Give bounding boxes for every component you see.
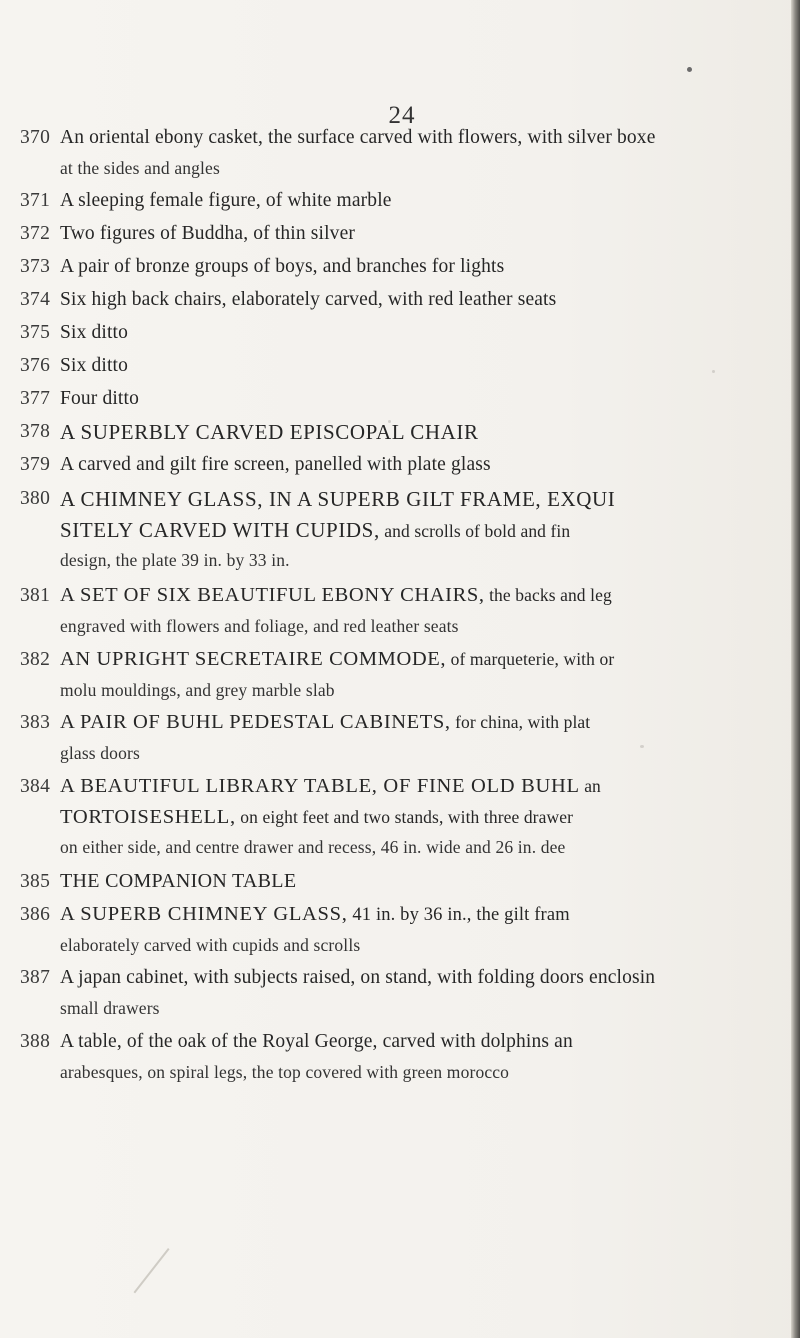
- entry-tail: the backs and leg: [484, 585, 612, 605]
- entry-caps: AN UPRIGHT SECRETAIRE COMMODE,: [60, 648, 447, 670]
- entry-line: elaborately carved with cupids and scrolls: [60, 935, 361, 955]
- entry-line: molu mouldings, and grey marble slab: [60, 680, 335, 700]
- entry-tail: an: [579, 776, 601, 796]
- entry-line: Six ditto: [60, 355, 128, 376]
- entry-line: THE COMPANION TABLE: [60, 870, 297, 892]
- entry-line: Two figures of Buddha, of thin silver: [60, 223, 356, 244]
- entry-line: A carved and gilt fire screen, panelled with plate glass: [60, 454, 491, 475]
- entry-line: [60, 775, 601, 798]
- entry-line: at the sides and angles: [60, 158, 220, 178]
- entry-line: [60, 518, 570, 543]
- entry-line: glass doors: [60, 743, 140, 763]
- entry-line: A sleeping female figure, of white marble: [60, 190, 392, 211]
- entry-tail: of marqueterie, with or: [446, 649, 615, 669]
- lot-number: 388: [20, 1031, 51, 1052]
- lot-number: 384: [20, 776, 51, 797]
- lot-number: 386: [20, 904, 51, 925]
- lot-number: 380: [20, 488, 51, 509]
- entry-line: Six ditto: [60, 322, 128, 343]
- entry-tail: 41 in. by 36 in., the gilt fram: [347, 905, 570, 925]
- lot-number: 373: [20, 256, 51, 277]
- lot-number: 377: [20, 388, 51, 409]
- entry-caps: A SUPERB CHIMNEY GLASS,: [60, 903, 348, 925]
- lot-number: 374: [20, 289, 51, 310]
- entry-caps: TORTOISESHELL,: [60, 806, 236, 828]
- lot-number: 383: [20, 712, 51, 733]
- entry-line: A SUPERBLY CARVED EPISCOPAL CHAIR: [60, 420, 479, 444]
- entry-line: A CHIMNEY GLASS, IN A SUPERB GILT FRAME, EXQUI: [60, 487, 616, 511]
- lot-number: 379: [20, 454, 51, 475]
- lot-number: 372: [20, 223, 51, 244]
- lot-number: 385: [20, 871, 51, 892]
- entry-line: small drawers: [60, 998, 160, 1018]
- lot-number: 376: [20, 355, 51, 376]
- entry-line: [60, 711, 590, 734]
- lot-number: 387: [20, 967, 51, 988]
- entry-line: [60, 584, 612, 607]
- lot-number: 378: [20, 421, 51, 442]
- lot-number: 382: [20, 649, 51, 670]
- lot-number: 375: [20, 322, 51, 343]
- entry-line: engraved with flowers and foliage, and red leather seats: [60, 616, 459, 636]
- entry-caps: A PAIR OF BUHL PEDESTAL CABINETS,: [60, 711, 451, 733]
- entry-line: A pair of bronze groups of boys, and branches for lights: [60, 256, 505, 277]
- entry-line: [60, 806, 573, 829]
- entry-tail: and scrolls of bold and fin: [379, 521, 571, 541]
- entry-line: [60, 903, 570, 926]
- entry-line: arabesques, on spiral legs, the top covered with green morocco: [60, 1062, 510, 1082]
- entry-line: A japan cabinet, with subjects raised, on stand, with folding doors enclosin: [60, 967, 656, 988]
- lot-number: 381: [20, 585, 51, 606]
- page-number: 24: [388, 102, 416, 129]
- entry-caps: SITELY CARVED WITH CUPIDS,: [60, 518, 380, 542]
- lot-number: 371: [20, 190, 51, 211]
- entry-tail: on eight feet and two stands, with three drawer: [235, 807, 574, 827]
- entry-line: design, the plate 39 in. by 33 in.: [60, 550, 290, 570]
- entry-line: Four ditto: [60, 388, 139, 409]
- entry-line: Six high back chairs, elaborately carved, with red leather seats: [60, 289, 557, 310]
- entry-line: [60, 648, 614, 671]
- entry-line: An oriental ebony casket, the surface carved with flowers, with silver boxe: [60, 127, 656, 148]
- entry-caps: A BEAUTIFUL LIBRARY TABLE, OF FINE OLD BUHL: [60, 775, 580, 797]
- entry-tail: for china, with plat: [450, 712, 591, 732]
- lot-number: 370: [20, 127, 51, 148]
- entry-line: on either side, and centre drawer and recess, 46 in. wide and 26 in. dee: [60, 837, 566, 857]
- entry-line: A table, of the oak of the Royal George, carved with dolphins an: [60, 1031, 573, 1052]
- entry-caps: A SET OF SIX BEAUTIFUL EBONY CHAIRS,: [60, 584, 485, 606]
